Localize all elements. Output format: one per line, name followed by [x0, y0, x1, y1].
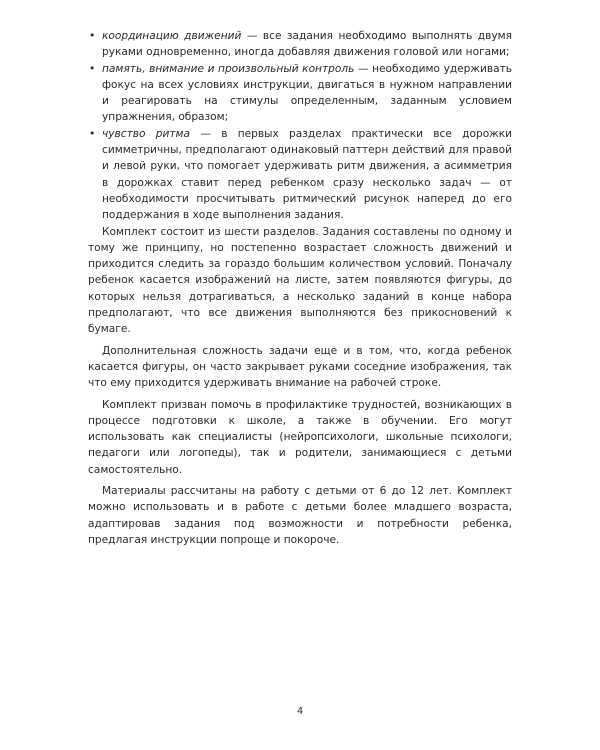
paragraph-age: Материалы рассчитаны на работу с детьми от 6 до 12 лет. Комплект можно использовать и в работе с детьми более младшего возраста, адаптировав задания под возможности и потребности ребенка, предлагая инструкции попроще и покороче.	[88, 485, 512, 546]
paragraph-purpose: Комплект призван помочь в профилактике трудностей, возникающих в процессе подготовки к школе, а также в обучении. Его могут использовать как специалисты (нейропсихологи, школьные психологи, педагоги или логопеды), так и родители, занимающиеся с детьми самостоятельно.	[88, 398, 512, 476]
list-item-term: чувство ритма	[102, 127, 191, 140]
list-item	[88, 61, 512, 126]
bullet: •	[89, 62, 96, 75]
paragraph-sections: Комплект состоит из шести разделов. Задания составлены по одному и тому же принципу, но постепенно возрастает сложность движений и приходится следить за гораздо большим количеством условий. Поначалу ребенок касается изображений на листе, затем появляются фигуры, до которых нельзя дотрагиваться, а несколько заданий в конце набора предполагают, что все движения выполняются без прикосновений к бумаге.	[88, 225, 512, 336]
bullet: •	[89, 127, 96, 140]
list-item-term: память, внимание и произвольный контроль	[102, 62, 355, 75]
paragraph-difficulty: Дополнительная сложность задачи еще и в том, что, когда ребенок касается фигуры, он часто закрывает руками соседние изображения, так что ему приходится удерживать внимание на рабочей строке.	[88, 344, 512, 390]
page-body	[88, 28, 512, 553]
list-item-text: — в первых разделах практически все дорожки симметричны, предполагают одинаковый паттерн действий для правой и левой руки, что помогает удерживать ритм движения, а асимметрия в дорожках ставит перед ребенком сразу несколько задач — от необходимости просчитывать ритмический рисунок наперед до его поддержания в ходе выполнения задания.	[102, 127, 513, 222]
skills-list	[88, 28, 512, 224]
list-item-term: координацию движений	[102, 30, 242, 42]
list-item-text: — необходимо удерживать фокус на всех условиях инструкции, двигаться в нужном направлении и реагировать на стимулы определенным, заданным условием упражнения, образом;	[102, 62, 512, 124]
list-item-text: — все задания необходимо выполнять двумя руками одновременно, иногда добавляя движения головой или ногами;	[102, 30, 512, 59]
bullet: •	[89, 30, 96, 42]
list-item	[88, 28, 512, 61]
page-number: 4	[296, 706, 304, 717]
list-item	[88, 126, 512, 224]
